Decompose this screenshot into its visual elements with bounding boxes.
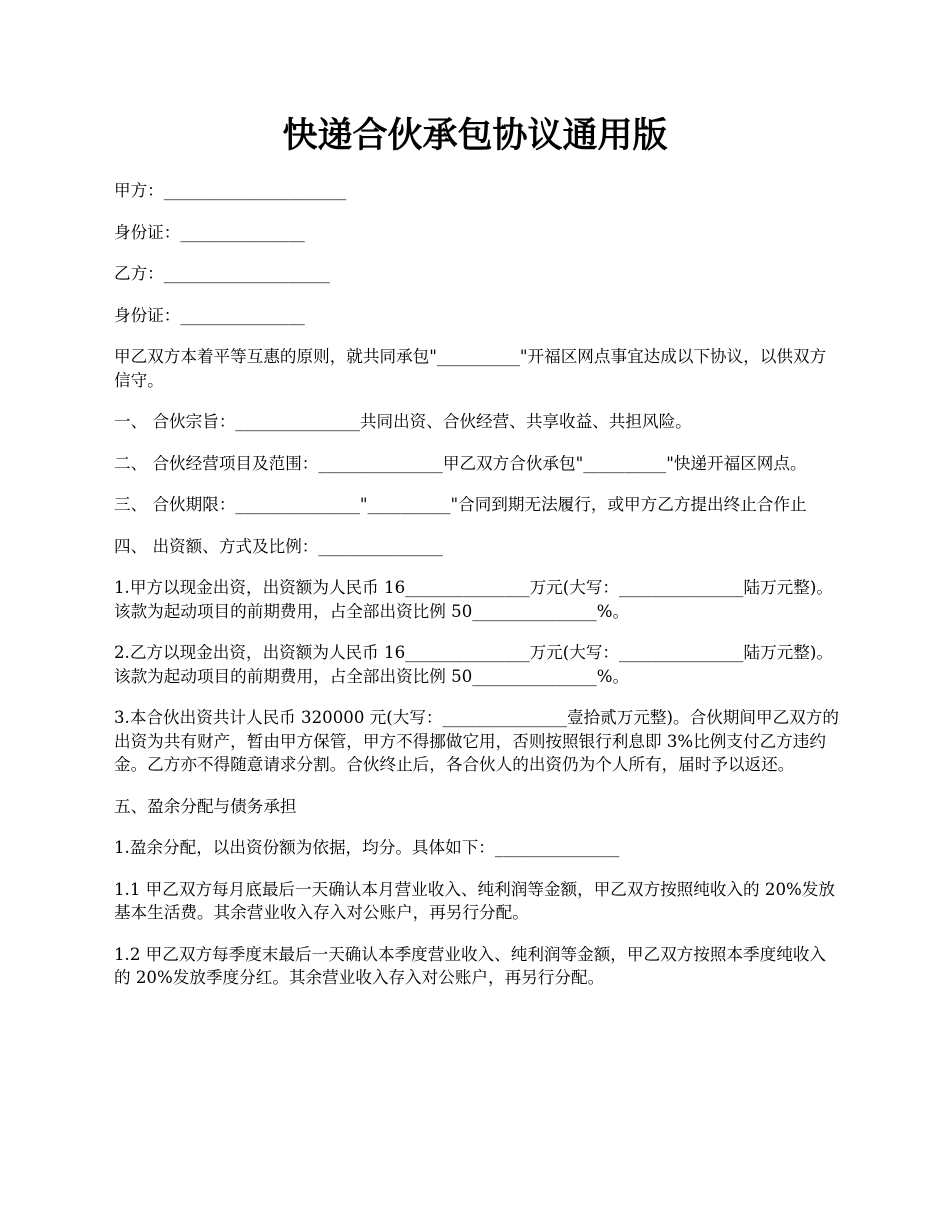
clause-monthly-distribution: 1.1 甲乙双方每月底最后一天确认本月营业收入、纯利润等金额，甲乙双方按照纯收入的 20%发放基本生活费。其余营业收入存入对公账户，再另行分配。 [114,879,835,922]
party-b-line: 乙方：____________________ [114,264,330,283]
party-b-id-line: 身份证：_______________ [114,305,305,325]
clause-profit-heading: 五、盈余分配与债务承担 [114,796,297,816]
clause-contribution-heading: 四、 出资额、方式及比例：_______________ [114,536,443,556]
preamble-paragraph: 甲乙双方本着平等互惠的原则，就共同承包"__________"开福区网点事宜达成以下协议，以供双方信守。 [114,347,827,390]
party-a-id-line: 身份证：_______________ [114,222,305,242]
clause-quarterly-distribution: 1.2 甲乙双方每季度末最后一天确认本季度营业收入、纯利润等金额，甲乙双方按照本季度纯收入的 20%发放季度分红。其余营业收入存入对公账户，再另行分配。 [114,944,827,987]
document-body [114,179,840,1008]
document-title: 快递合伙承包协议通用版 [282,115,668,156]
party-a-line: 甲方：______________________ [114,181,347,200]
clause-term: 三、 合伙期限：_______________"__________"合同到期无法履行，或甲方乙方提出终止合作止 [114,495,807,514]
clause-scope: 二、 合伙经营项目及范围：_______________甲乙双方合伙承包"__________"快递开福区网点。 [114,453,807,473]
clause-contribution-party-b: 2.乙方以现金出资，出资额为人民币 16_______________万元(大写：_______________陆万元整)。该款为起动项目的前期费用，占全部出资比例 50_______________%。 [114,643,833,686]
clause-purpose: 一、 合伙宗旨：_______________共同出资、合伙经营、共享收益、共担风险。 [114,412,692,431]
clause-contribution-party-a: 1.甲方以现金出资，出资额为人民币 16_______________万元(大写：_______________陆万元整)。该款为起动项目的前期费用，占全部出资比例 50_______________%。 [114,578,833,621]
clause-contribution-total: 3.本合伙出资共计人民币 320000 元(大写：_______________壹拾贰万元整)。合伙期间甲乙双方的出资为共有财产，暂由甲方保管，甲方不得挪做它用，否则按照银行利息即 3%比例支付乙方违约金。乙方亦不得随意请求分割。合伙终止后，各合伙人的出资仍为个人所有，届时予以返还。 [114,708,839,774]
clause-profit-distribution: 1.盈余分配，以出资份额为依据，均分。具体如下：_______________ [114,838,620,857]
